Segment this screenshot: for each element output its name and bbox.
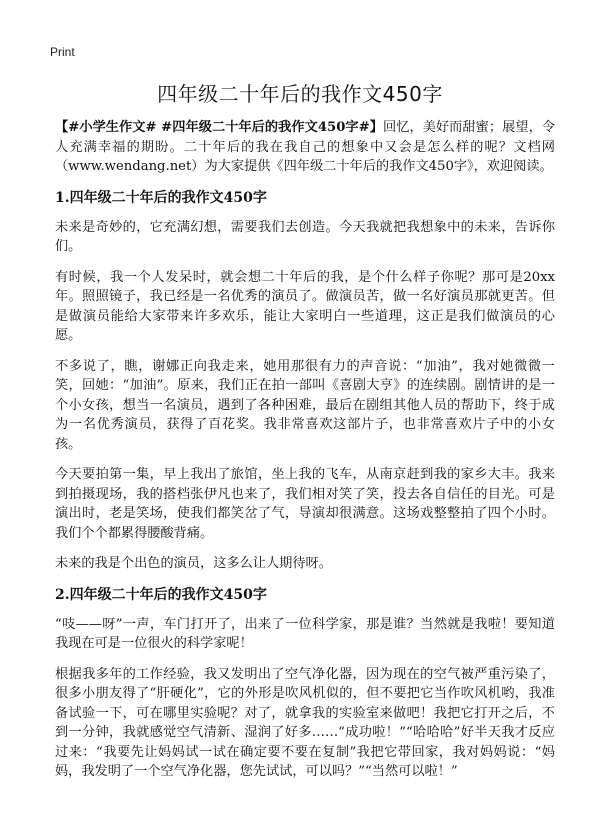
intro-tag: 【#小学生作文# #四年级二十年后的我作文450字#】 (55, 120, 383, 135)
page-title: 四年级二十年后的我作文450字 (157, 82, 443, 106)
paragraph: 根据我多年的工作经验，我又发明出了空气净化器，因为现在的空气被严重污染了，很多小朋友得了“肝硬化”，它的外形是吹风机似的，但不要把它当作吹风机哟，我准备试验一下，可在哪里实验呢？对了，就拿我的实验室来做吧！我把它打开之后，不到一分钟，我就感觉空气清新、湿润了好多……“成功啦！”“哈哈哈”好半天我才反应过来：“我要先让妈妈试一试在确定要不要在复制”我把它带回家，我对妈妈说：“妈妈，我发明了一个空气净化器，您先试试，可以吗？”“当然可以啦！” (55, 666, 555, 779)
section-heading-2: 2.四年级二十年后的我作文450字 (55, 586, 267, 603)
paragraph: 有时候，我一个人发呆时，就会想二十年后的我，是个什么样子你呢？那可是20xx年。照照镜子，我已经是一名优秀的演员了。做演员苦，做一名好演员那就更苦。但是做演员能给大家带来许多欢乐，能让大家明白一些道理，这正是我们做演员的心愿。 (55, 269, 555, 343)
paragraph: “吱——呀”一声，车门打开了，出来了一位科学家，那是谁？当然就是我啦！要知道我现在可是一位很火的科学家呢！ (55, 616, 555, 651)
paragraph: 未来的我是个出色的演员，这多么让人期待呀。 (55, 556, 332, 571)
intro-text: 回忆，美好而甜蜜；展望，令人充满幸福的期盼。二十年后的我在我自己的想象中又会是怎么样的呢？文档网（www.wendang.net）为大家提供《四年级二十年后的我作文450字》，欢迎阅读。 (55, 120, 555, 174)
print-label: Print (50, 45, 75, 59)
paragraph: 今天要拍第一集，早上我出了旅馆，坐上我的飞车，从南京赶到我的家乡大丰。我来到拍摄现场，我的搭档张伊凡也来了，我们相对笑了笑，投去各自信任的目光。可是演出时，老是笑场，使我们都笑岔了气，导演却很满意。这场戏整整拍了四个小时。我们个个都累得腰酸背痛。 (55, 467, 555, 541)
section-heading-1: 1.四年级二十年后的我作文450字 (55, 189, 267, 206)
intro-paragraph (55, 118, 555, 177)
paragraph: 未来是奇妙的，它充满幻想，需要我们去创造。今天我就把我想象中的未来，告诉你们。 (55, 219, 555, 254)
article-body (55, 118, 555, 793)
paragraph: 不多说了，瞧，谢娜正向我走来，她用那很有力的声音说：“加油”，我对她微微一笑，回她：“加油”。原来，我们正在拍一部叫《喜剧大亨》的连续剧。剧情讲的是一个小女孩，想当一名演员，遇到了各种困难，最后在剧组其他人员的帮助下，终于成为一名优秀演员，获得了百花奖。我非常喜欢这部片子，也非常喜欢片子中的小女孩。 (55, 358, 555, 452)
